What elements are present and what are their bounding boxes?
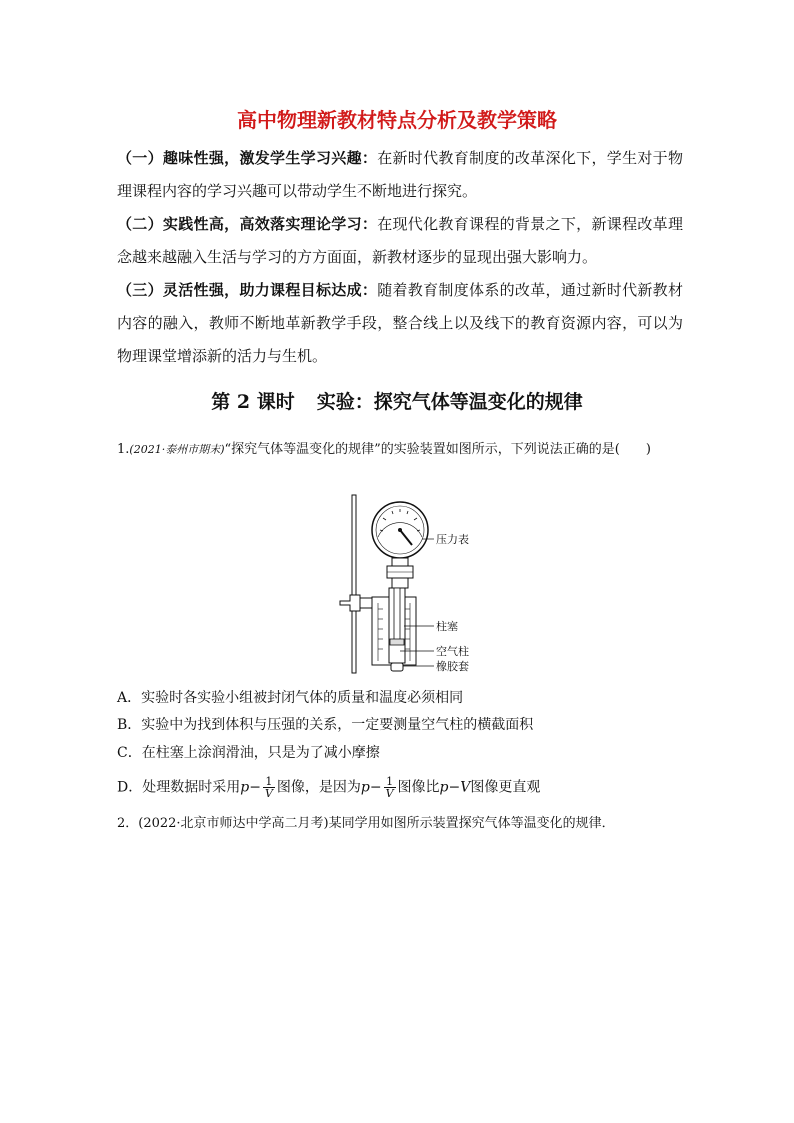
option-d-mid: 图像，是因为 bbox=[276, 779, 361, 796]
paragraph-3-heading: （三）灵活性强，助力课程目标达成： bbox=[117, 281, 378, 299]
paragraph-1 bbox=[117, 142, 683, 208]
question-2: 2．(2022·北京市师达中学高二月考)某同学用如图所示装置探究气体等温变化的规律． bbox=[117, 816, 615, 831]
paragraph-1-heading: （一）趣味性强，激发学生学习兴趣： bbox=[117, 149, 378, 167]
page-title: 高中物理新教材特点分析及教学策略 bbox=[237, 108, 557, 132]
fraction-numerator-2: 1 bbox=[384, 776, 396, 788]
label-plunger: 柱塞 bbox=[436, 620, 458, 633]
option-c: C．在柱塞上涂润滑油，只是为了减小摩擦 bbox=[117, 745, 380, 761]
question-1-number: 1. bbox=[117, 442, 130, 457]
option-d-prefix: D．处理数据时采用 bbox=[117, 779, 241, 796]
question-1-stem: “探究气体等温变化的规律”的实验装置如图所示，下列说法正确的是( ) bbox=[224, 442, 651, 457]
option-a: A．实验时各实验小组被封闭气体的质量和温度必须相同 bbox=[117, 690, 464, 706]
option-d-p-2: p bbox=[360, 779, 370, 796]
experiment-apparatus-figure bbox=[330, 493, 470, 675]
option-d-p: p bbox=[240, 779, 250, 796]
option-d-pv: p−V bbox=[439, 779, 471, 796]
option-d-suffix: 图像比 bbox=[397, 779, 440, 796]
paragraph-3-body: 随着教育制度体系的改革，通过新时代新教材内容的融入，教师不断地革新教学手段，整合线上以及线下的教育资源内容，可以为物理课堂增添新的活力与生机。 bbox=[117, 281, 683, 365]
paragraph-2-heading: （二）实践性高，高效落实理论学习： bbox=[117, 215, 378, 233]
fraction-one-over-v-2 bbox=[384, 776, 396, 799]
lesson-heading bbox=[0, 387, 794, 414]
fraction-denominator: V bbox=[264, 787, 273, 800]
fraction-numerator: 1 bbox=[263, 776, 275, 788]
paragraph-2 bbox=[117, 208, 683, 274]
option-d-minus-2: − bbox=[369, 779, 382, 796]
paragraph-3 bbox=[117, 274, 683, 373]
question-1-source: (2021·泰州市期末) bbox=[129, 443, 225, 456]
option-d-end: 图像更直观 bbox=[470, 779, 541, 796]
label-air-column: 空气柱 bbox=[436, 645, 469, 658]
option-d bbox=[117, 776, 540, 799]
option-b: B．实验中为找到体积与压强的关系，一定要测量空气柱的横截面积 bbox=[117, 717, 534, 733]
paragraph-1-body: 在新时代教育制度的改革深化下，学生对于物理课程内容的学习兴趣可以带动学生不断地进行探究。 bbox=[117, 149, 683, 200]
option-d-minus: − bbox=[249, 779, 261, 796]
label-pressure-gauge: 压力表 bbox=[436, 533, 469, 546]
fraction-denominator-2: V bbox=[385, 787, 394, 800]
fraction-one-over-v bbox=[263, 776, 275, 799]
lesson-number: 第 2 课时 bbox=[211, 391, 295, 413]
lesson-title: 实验：探究气体等温变化的规律 bbox=[316, 391, 583, 413]
paragraph-2-body: 在现代化教育课程的背景之下，新课程改革理念越来越融入生活与学习的方方面面，新教材逐步的显现出强大影响力。 bbox=[117, 215, 683, 266]
question-1 bbox=[117, 436, 683, 463]
label-rubber-sleeve: 橡胶套 bbox=[436, 660, 469, 673]
